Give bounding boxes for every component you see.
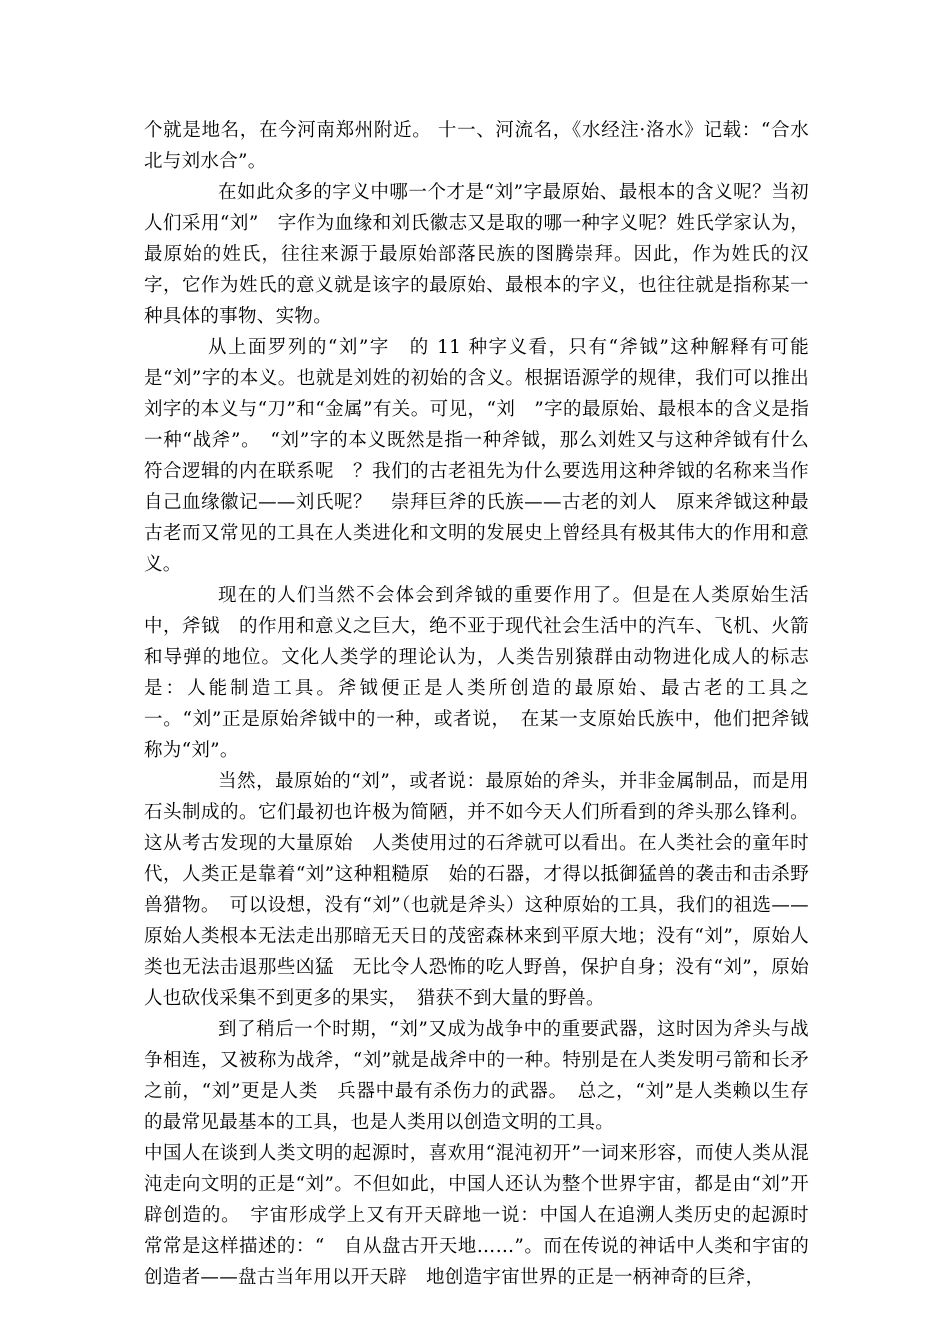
paragraph-5: 当然，最原始的“刘”，或者说：最原始的斧头，并非金属制品，而是用石头制成的。它们最初也许极为简陋，并不如今天人们所看到的斧头那么锋利。这从考古发现的大量原始 人类使用过的石斧就可以看出。在人类社会的童年时代，人类正是靠着“刘”这种粗糙原 始的石器，才得以抵御猛兽的袭击和击杀野兽猎物。 可以设想，没有“刘”（也就是斧头）这种原始的工具，我们的祖选——原始人类根本无法走出那暗无天日的茂密森林来到平原大地；没有“刘”，原始人类也无法击退那些凶猛 无比令人恐怖的吃人野兽，保护自身；没有“刘”，原始人也砍伐采集不到更多的果实， 猎获不到大量的野兽。 [144,771,809,1009]
paragraph-6: 到了稍后一个时期，“刘”又成为战争中的重要武器，这时因为斧头与战争相连，又被称为战斧，“刘”就是战斧中的一种。特别是在人类发明弓箭和长矛之前，“刘”更是人类 兵器中最有杀伤力的武器。 总之，“刘”是人类赖以生存的最常见最基本的工具，也是人类用以创造文明的工具。 [144,1019,809,1133]
document-body [144,115,809,1293]
paragraph-1: 个就是地名，在今河南郑州附近。 十一、河流名，《水经注·洛水》记载：“合水北与刘水合”。 [144,120,809,172]
paragraph-2: 在如此众多的字义中哪一个才是“刘”字最原始、最根本的含义呢？当初人们采用“刘” 字作为血缘和刘氏徽志又是取的哪一种字义呢？姓氏学家认为，最原始的姓氏，往往来源于最原始部落民族的图腾崇拜。因此，作为姓氏的汉字，它作为姓氏的意义就是该字的最原始、最根本的字义，也往往就是指称某一种具体的事物、实物。 [144,182,809,327]
paragraph-3: 从上面罗列的“刘”字 的 11 种字义看，只有“斧钺”这种解释有可能是“刘”字的本义。也就是刘姓的初始的含义。根据语源学的规律，我们可以推出刘字的本义与“刀”和“金属”有关。可见，“刘 ”字的最原始、最根本的含义是指一种“战斧”。 “刘”字的本义既然是指一种斧钺，那么刘姓又与这种斧钺有什么符合逻辑的内在联系呢 ？我们的古老祖先为什么要选用这种斧钺的名称来当作自己血缘徽记——刘氏呢？ 崇拜巨斧的氏族——古老的刘人 原来斧钺这种最古老而又常见的工具在人类进化和文明的发展史上曾经具有极其伟大的作用和意义。 [144,337,809,575]
paragraph-4: 现在的人们当然不会体会到斧钺的重要作用了。但是在人类原始生活中，斧钺 的作用和意义之巨大，绝不亚于现代社会生活中的汽车、飞机、火箭和导弹的地位。文化人类学的理论认为，人类告别猿群由动物进化成人的标志是：人能制造工具。斧钺便正是人类所创造的最原始、最古老的工具之一。“刘”正是原始斧钺中的一种，或者说， 在某一支原始氏族中，他们把斧钺称为“刘”。 [144,585,809,761]
paragraph-7: 中国人在谈到人类文明的起源时，喜欢用“混沌初开”一词来形容，而使人类从混沌走向文明的正是“刘”。不但如此，中国人还认为整个世界宇宙，都是由“刘”开辟创造的。 宇宙形成学上又有开天辟地一说：中国人在追溯人类历史的起源时常常是这样描述的：“ 自从盘古开天地……”。而在传说的神话中人类和宇宙的创造者——盘古当年用以开天辟 地创造宇宙世界的正是一柄神奇的巨斧， [144,1143,809,1288]
